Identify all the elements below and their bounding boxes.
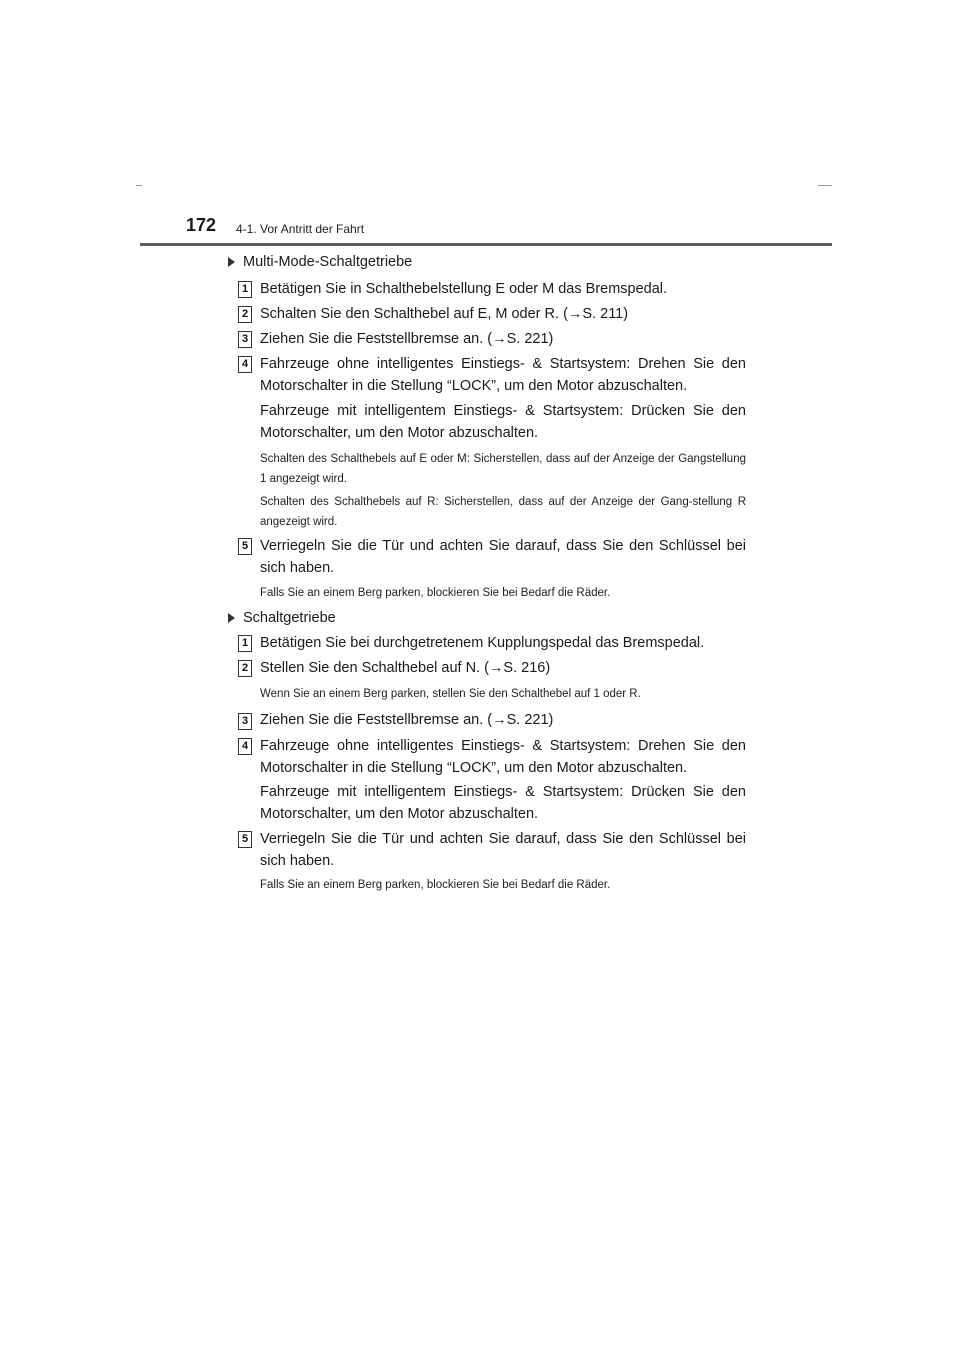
step-number-box: 4	[238, 356, 252, 373]
step-text: Verriegeln Sie die Tür und achten Sie darauf, dass Sie den Schlüssel bei sich haben.	[260, 831, 746, 869]
step-number-box: 2	[238, 660, 252, 677]
section-heading: Schaltgetriebe	[228, 610, 336, 626]
chapter-title: 4-1. Vor Antritt der Fahrt	[236, 222, 365, 236]
step-number-box: 4	[238, 738, 252, 755]
triangle-bullet-icon	[228, 257, 235, 267]
step-text: Stellen Sie den Schalthebel auf N. (→S. 216)	[260, 660, 551, 676]
step-number-box: 5	[238, 831, 252, 848]
step-number-box: 1	[238, 635, 252, 652]
section-heading: Multi-Mode-Schaltgetriebe	[228, 254, 412, 270]
step-note: Wenn Sie an einem Berg parken, stellen Sie den Schalthebel auf 1 oder R.	[260, 688, 641, 700]
crop-mark-left	[136, 185, 142, 186]
step-note: Schalten des Schalthebels auf E oder M: Sicherstellen, dass auf der Anzeige der Gangstellung 1 angezeigt wird.	[260, 453, 746, 485]
step-text: Verriegeln Sie die Tür und achten Sie darauf, dass Sie den Schlüssel bei sich haben.	[260, 538, 746, 576]
header-rule	[140, 243, 832, 246]
step-text: Betätigen Sie bei durchgetretenem Kupplungspedal das Bremspedal.	[260, 635, 705, 651]
step-text-continued: Fahrzeuge mit intelligentem Einstiegs- & Startsystem: Drücken Sie den Motorschalter, um den Motor abzuschalten.	[260, 403, 746, 441]
page-number: 172	[186, 215, 217, 235]
step-number-box: 1	[238, 281, 252, 298]
crop-mark-right	[818, 185, 832, 186]
step-note: Falls Sie an einem Berg parken, blockieren Sie bei Bedarf die Räder.	[260, 879, 611, 891]
step-text: Fahrzeuge ohne intelligentes Einstiegs- & Startsystem: Drehen Sie den Motorschalter in die Stellung “LOCK”, um den Motor abzuschalten.	[260, 738, 746, 776]
step-note: Schalten des Schalthebels auf R: Sicherstellen, dass auf der Anzeige der Gang-stellung R angezeigt wird.	[260, 496, 746, 528]
step-text: Ziehen Sie die Feststellbremse an. (→S. 221)	[260, 712, 554, 728]
step-text: Betätigen Sie in Schalthebelstellung E oder M das Bremspedal.	[260, 281, 668, 297]
step-number-box: 5	[238, 538, 252, 555]
step-text: Fahrzeuge ohne intelligentes Einstiegs- & Startsystem: Drehen Sie den Motorschalter in die Stellung “LOCK”, um den Motor abzuschalten.	[260, 356, 746, 394]
step-number-box: 2	[238, 306, 252, 323]
step-text: Ziehen Sie die Feststellbremse an. (→S. 221)	[260, 331, 554, 347]
step-number-box: 3	[238, 713, 252, 730]
step-text-continued: Fahrzeuge mit intelligentem Einstiegs- & Startsystem: Drücken Sie den Motorschalter, um den Motor abzuschalten.	[260, 784, 746, 822]
step-number-box: 3	[238, 331, 252, 348]
triangle-bullet-icon	[228, 613, 235, 623]
step-note: Falls Sie an einem Berg parken, blockieren Sie bei Bedarf die Räder.	[260, 587, 611, 599]
step-text: Schalten Sie den Schalthebel auf E, M oder R. (→S. 211)	[260, 306, 629, 322]
